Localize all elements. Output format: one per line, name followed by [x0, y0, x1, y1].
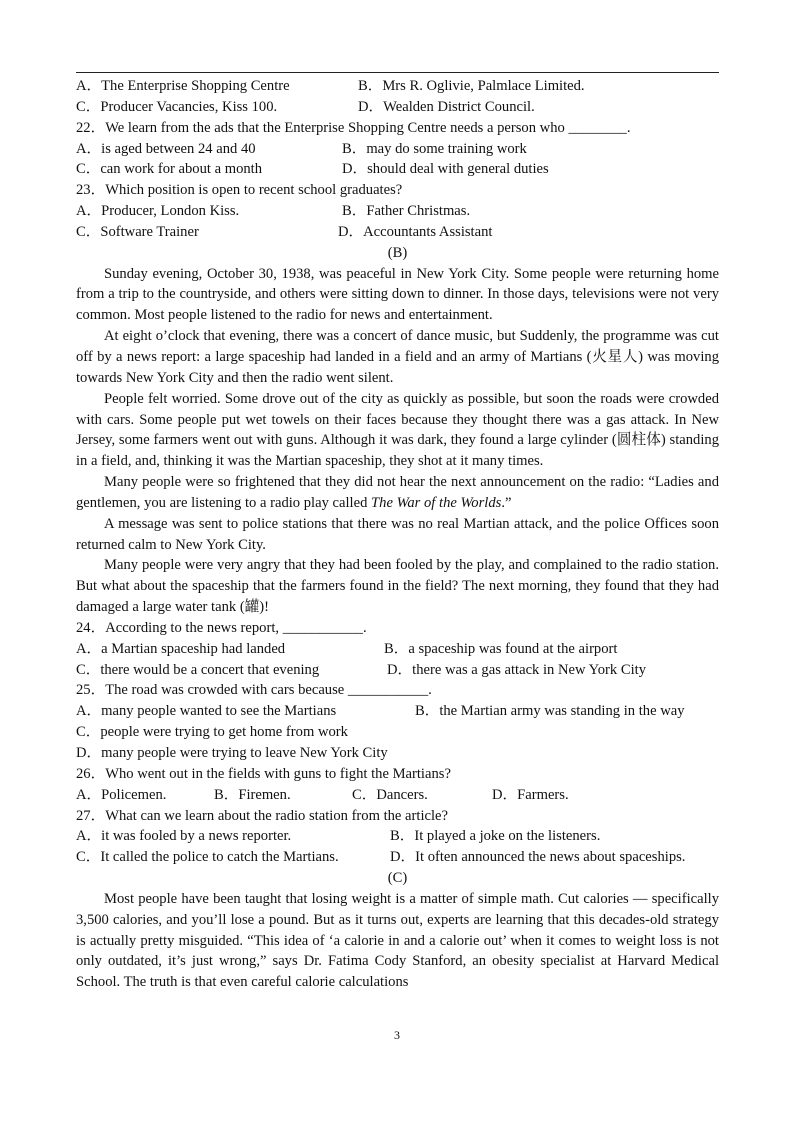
section-b-paragraph-6: Many people were very angry that they had been fooled by the play, and complained to the radio station. But what about the spaceship that the farmers found in the field? The next morning, they found that they had damaged a large water tank (罐)!: [76, 557, 719, 616]
section-c-paragraph-1: Most people have been taught that losing weight is a matter of simple math. Cut calories — specifically 3,500 calories, and you’ll lose a pound. But as it turns out, experts are learning that this decades-old strategy is actually pretty misguided. “This idea of ‘a calorie in and a calorie out’ when it comes to weight loss is not only outdated, it’s just wrong,” says Dr. Fatima Cody Stanford, an obesity specialist at Harvard Medical School. The truth is that even careful calorie calculations: [76, 890, 719, 991]
q25-options-row1: [76, 701, 719, 722]
q27-options-row2: [76, 847, 719, 868]
q24-options-row2: [76, 660, 719, 681]
q26-stem: 26．Who went out in the fields with guns to fight the Martians?: [76, 765, 451, 782]
q27-option-c: C．It called the police to catch the Martians.: [76, 849, 339, 866]
q22-options-row2: [76, 159, 719, 180]
section-b-paragraph-4: [76, 472, 719, 514]
q23-stem: 23．Which position is open to recent school graduates?: [76, 182, 403, 199]
q24-option-d: D．there was a gas attack in New York City: [387, 661, 646, 678]
q23-option-d: D．Accountants Assistant: [338, 223, 493, 240]
q21-options-row1: [76, 76, 719, 97]
q24-option-c: C．there would be a concert that evening: [76, 661, 320, 678]
q25-option-b: B．the Martian army was standing in the way: [415, 703, 685, 720]
q24-options-row1: [76, 639, 719, 660]
q21-option-a: A．The Enterprise Shopping Centre: [76, 78, 290, 94]
q23-option-c: C．Software Trainer: [76, 223, 199, 240]
exam-page: [76, 76, 719, 993]
q27-option-d: D．It often announced the news about spaceships.: [390, 849, 686, 866]
q25-option-a: A．many people wanted to see the Martians: [76, 703, 337, 720]
q21-option-d: D．Wealden District Council.: [358, 98, 535, 115]
q26-option-a: A．Policemen.: [76, 786, 167, 803]
q21-option-b: B．Mrs R. Oglivie, Palmlace Limited.: [358, 78, 585, 94]
q27-options-row1: [76, 826, 719, 847]
q26-option-c: C．Dancers.: [352, 786, 428, 803]
q26-option-d: D．Farmers.: [492, 786, 569, 803]
q23-option-a: A．Producer, London Kiss.: [76, 203, 240, 220]
section-b-paragraph-2: At eight o’clock that evening, there was a concert of dance music, but Suddenly, the programme was cut off by a news report: a large spaceship had landed in a field and an army of Martians (火星人) was moving towards New York City and then the radio went silent.: [76, 328, 719, 386]
paragraph-4-text: Many people were so frightened that they did not hear the next announcement on the radio: “Ladies and gentlemen, you are listening to a radio play called: [76, 474, 719, 511]
q27-option-a: A．it was fooled by a news reporter.: [76, 828, 292, 845]
q22-stem: 22．We learn from the ads that the Enterprise Shopping Centre needs a person who ________.: [76, 119, 631, 136]
q25-option-c: C．people were trying to get home from work: [76, 724, 348, 741]
q21-option-c: C．Producer Vacancies, Kiss 100.: [76, 98, 278, 115]
q22-option-d: D．should deal with general duties: [342, 161, 549, 178]
radio-play-title: The War of the Worlds: [371, 494, 502, 511]
header-rule: [76, 72, 719, 73]
q23-option-b: B．Father Christmas.: [342, 203, 471, 220]
q22-option-c: C．can work for about a month: [76, 161, 263, 178]
q24-option-b: B．a spaceship was found at the airport: [384, 640, 618, 657]
q27-option-b: B．It played a joke on the listeners.: [390, 828, 601, 845]
q26-options-row: [76, 785, 719, 806]
paragraph-4-end: .”: [501, 494, 512, 511]
section-b-heading: (B): [387, 244, 408, 261]
section-b-paragraph-1: Sunday evening, October 30, 1938, was peaceful in New York City. Some people were returning home from a trip to the countryside, and others were sitting down to dinner. In those days, televisions were not very common. Most people listened to the radio for news and entertainment.: [76, 265, 719, 324]
q24-option-a: A．a Martian spaceship had landed: [76, 640, 286, 657]
q21-options-row2: [76, 97, 719, 118]
page-number: 3: [394, 1028, 400, 1042]
q23-options-row2: [76, 222, 719, 243]
q23-options-row1: [76, 201, 719, 222]
q25-stem: 25．The road was crowded with cars because ___________.: [76, 682, 432, 699]
section-b-paragraph-5: A message was sent to police stations that there was no real Martian attack, and the police Offices soon returned calm to New York City.: [76, 515, 719, 553]
q27-stem: 27．What can we learn about the radio station from the article?: [76, 807, 448, 824]
q22-options-row1: [76, 139, 719, 160]
q26-option-b: B．Firemen.: [214, 786, 291, 803]
q22-option-b: B．may do some training work: [342, 140, 527, 157]
q25-option-d: D．many people were trying to leave New York City: [76, 745, 388, 761]
q22-option-a: A．is aged between 24 and 40: [76, 140, 256, 157]
section-c-heading: (C): [387, 870, 408, 887]
section-b-paragraph-3: People felt worried. Some drove out of the city as quickly as possible, but soon the roads were crowded with cars. Some people put wet towels on their faces because they thought there was a gas attack. In New Jersey, some farmers went out with guns. Although it was dark, they found a large cylinder (圆柱体) standing in a field, and, thinking it was the Martian spaceship, they shot at it many times.: [76, 390, 719, 470]
q24-stem: 24．According to the news report, ___________.: [76, 619, 367, 636]
